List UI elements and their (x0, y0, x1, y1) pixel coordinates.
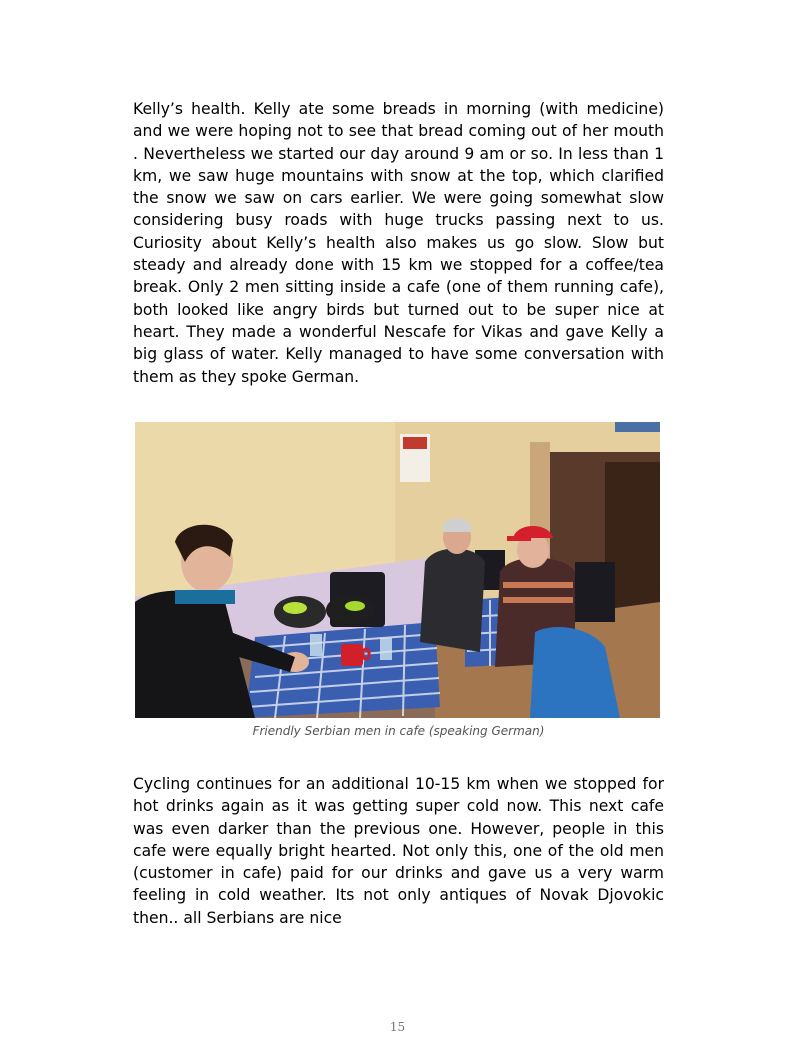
cafe-photo (135, 422, 660, 718)
page-number: 15 (389, 1020, 406, 1034)
body-paragraph-1: Kelly’s health. Kelly ate some breads in morning (with medicine) and we were hoping not to see that bread coming out of her mouth . Nevertheless we started our day around 9 am or so. In less than 1 km, we saw huge mountains with snow at the top, which clarified the snow we saw on cars earlier. We were going somewhat slow considering busy roads with huge trucks passing next to us. Curiosity about Kelly’s health also makes us go slow. Slow but steady and already done with 15 km we stopped for a coffee/tea break. Only 2 men sitting inside a cafe (one of them running cafe), both looked like angry birds but turned out to be super nice at heart. They made a wonderful Nescafe for Vikas and gave Kelly a big glass of water. Kelly managed to have some conversation with them as they spoke German. (133, 100, 664, 386)
figure-caption: Friendly Serbian men in cafe (speaking German) (252, 724, 545, 738)
body-paragraph-2: Cycling continues for an additional 10-15 km when we stopped for hot drinks again as it was getting super cold now. This next cafe was even darker than the previous one. However, people in this cafe were equally bright hearted. Not only this, one of the old men (customer in cafe) paid for our drinks and gave us a very warm feeling in cold weather. Its not only antiques of Novak Djovokic then.. all Serbians are nice (133, 775, 664, 927)
